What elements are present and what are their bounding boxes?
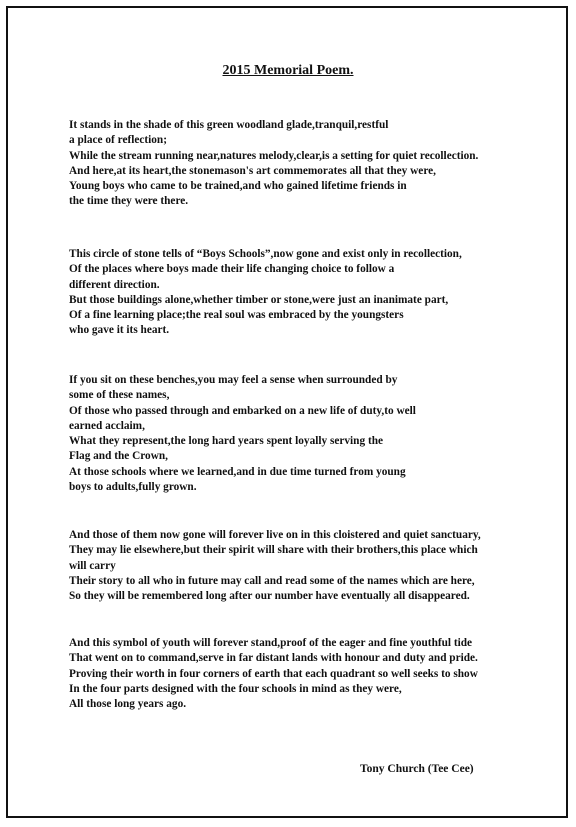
poem-line: some of these names, xyxy=(69,389,170,402)
poem-line: And those of them now gone will forever live on in this cloistered and quiet sanctuary, xyxy=(69,529,481,541)
poem-line: Young boys who came to be trained,and who gained lifetime friends in xyxy=(69,180,407,193)
poem-line: They may lie elsewhere,but their spirit will share with their brothers,this place which xyxy=(69,544,478,557)
poem-line: And this symbol of youth will forever stand,proof of the eager and fine youthful tide xyxy=(69,637,473,649)
poem-line: Of the places where boys made their life changing choice to follow a xyxy=(69,263,395,276)
poem-line: All those long years ago. xyxy=(69,698,187,711)
poem-line: If you sit on these benches,you may feel a sense when surrounded by xyxy=(69,374,398,386)
poem-line: At those schools where we learned,and in due time turned from young xyxy=(69,465,406,478)
stanza-4 xyxy=(69,528,481,604)
poem-line: In the four parts designed with the four schools in mind as they were, xyxy=(69,682,402,695)
stanza-5 xyxy=(69,636,478,712)
stanza-3 xyxy=(69,373,416,495)
poem-line: a place of reflection; xyxy=(69,134,167,147)
poem-line: And here,at its heart,the stonemason's art commemorates all that they were, xyxy=(69,164,436,177)
author-signature: Tony Church (Tee Cee) xyxy=(360,763,474,775)
poem-line: Their story to all who in future may call and read some of the names which are here, xyxy=(69,574,475,587)
poem-line: This circle of stone tells of “Boys Schools”,now gone and exist only in recollection, xyxy=(69,248,462,260)
poem-line: But those buildings alone,whether timber or stone,were just an inanimate part, xyxy=(69,293,449,306)
poem-line: That went on to command,serve in far distant lands with honour and duty and pride. xyxy=(69,652,478,665)
poem-line: It stands in the shade of this green woodland glade,tranquil,restful xyxy=(69,119,389,131)
poem-line: boys to adults,fully grown. xyxy=(69,481,197,494)
stanza-1 xyxy=(69,118,478,210)
stanza-2 xyxy=(69,247,462,339)
poem-line: different direction. xyxy=(69,278,160,291)
poem-line: Of those who passed through and embarked on a new life of duty,to well xyxy=(69,404,416,417)
poem-line: the time they were there. xyxy=(69,195,189,208)
poem-line: So they will be remembered long after our number have eventually all disappeared. xyxy=(69,590,470,603)
poem-line: will carry xyxy=(69,559,116,572)
poem-line: While the stream running near,natures melody,clear,is a setting for quiet recollection. xyxy=(69,149,479,162)
poem-line: who gave it its heart. xyxy=(69,324,170,337)
poem-line: Flag and the Crown, xyxy=(69,450,168,463)
poem-line: earned acclaim, xyxy=(69,419,145,432)
poem-line: What they represent,the long hard years spent loyally serving the xyxy=(69,435,384,448)
poem-line: Of a fine learning place;the real soul was embraced by the youngsters xyxy=(69,309,404,322)
poem-title: 2015 Memorial Poem. xyxy=(222,63,354,78)
poem-line: Proving their worth in four corners of earth that each quadrant so well seeks to show xyxy=(69,667,478,680)
